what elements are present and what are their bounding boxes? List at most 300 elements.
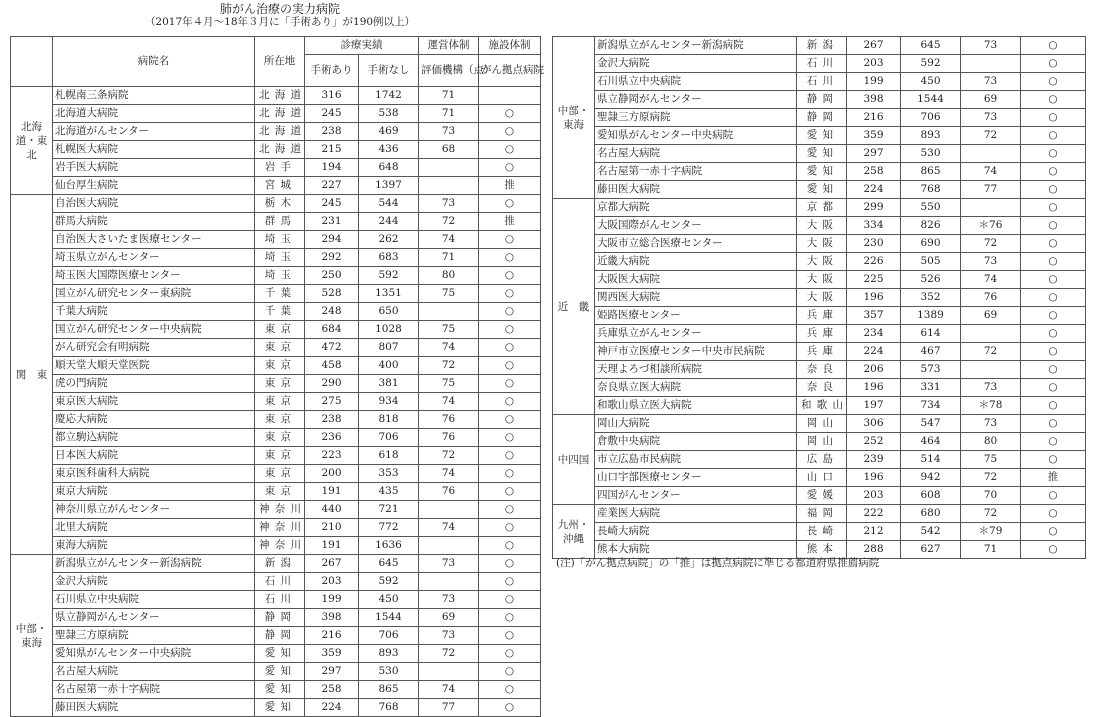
hospital-name: 日本医大病院 xyxy=(53,447,255,465)
no-surgery-count: 1544 xyxy=(901,91,961,109)
base-hospital-mark: ○ xyxy=(1021,397,1086,415)
surgery-count: 197 xyxy=(847,397,901,415)
hospital-name: 慶応大病院 xyxy=(53,411,255,429)
evaluation-score: 69 xyxy=(961,307,1021,325)
surgery-count: 250 xyxy=(305,267,359,285)
no-surgery-count: 592 xyxy=(359,267,419,285)
hospital-name: 埼玉医大国際医療センター xyxy=(53,267,255,285)
surgery-count: 234 xyxy=(847,325,901,343)
hospital-name: 神戸市立医療センター中央市民病院 xyxy=(595,343,797,361)
region-label: 北海道・東北 xyxy=(11,87,53,195)
evaluation-score: 73 xyxy=(419,555,479,573)
hospital-name: 名古屋第一赤十字病院 xyxy=(53,681,255,699)
surgery-count: 306 xyxy=(847,415,901,433)
table-row xyxy=(11,429,541,447)
base-hospital-mark: ○ xyxy=(1021,487,1086,505)
no-surgery-count: 614 xyxy=(901,325,961,343)
base-hospital-mark: ○ xyxy=(1021,325,1086,343)
hospital-location: 東京 xyxy=(255,339,305,357)
surgery-count: 297 xyxy=(305,663,359,681)
no-surgery-count: 505 xyxy=(901,253,961,271)
surgery-count: 316 xyxy=(305,87,359,105)
no-surgery-count: 683 xyxy=(359,249,419,267)
evaluation-score: 71 xyxy=(419,87,479,105)
evaluation-score: 73 xyxy=(961,415,1021,433)
base-hospital-mark: ○ xyxy=(1021,109,1086,127)
surgery-count: 297 xyxy=(847,145,901,163)
no-surgery-count: 400 xyxy=(359,357,419,375)
table-row xyxy=(553,163,1086,181)
hospital-location: 新潟 xyxy=(255,555,305,573)
hospital-name: 市立広島市民病院 xyxy=(595,451,797,469)
surgery-header: 手術あり xyxy=(305,55,359,87)
hospital-location: 岡山 xyxy=(797,415,847,433)
no-surgery-count: 450 xyxy=(359,591,419,609)
region-label: 中部・東海 xyxy=(553,37,595,199)
surgery-count: 196 xyxy=(847,469,901,487)
evaluation-score xyxy=(419,501,479,519)
page-subtitle: （2017年４月〜18年３月に「手術あり」が190例以上） xyxy=(144,16,416,28)
surgery-count: 203 xyxy=(847,487,901,505)
surgery-count: 245 xyxy=(305,105,359,123)
no-surgery-count: 450 xyxy=(901,73,961,91)
hospital-name: 仙台厚生病院 xyxy=(53,177,255,195)
hospital-name: 関西医大病院 xyxy=(595,289,797,307)
hospital-name: 石川県立中央病院 xyxy=(595,73,797,91)
surgery-count: 210 xyxy=(305,519,359,537)
table-row xyxy=(11,231,541,249)
hospital-name: 神奈川県立がんセンター xyxy=(53,501,255,519)
table-row xyxy=(11,177,541,195)
no-surgery-count: 768 xyxy=(901,181,961,199)
no-surgery-count: 244 xyxy=(359,213,419,231)
table-row xyxy=(553,361,1086,379)
base-hospital-mark: ○ xyxy=(479,249,541,267)
table-row xyxy=(11,465,541,483)
hospital-location: 静岡 xyxy=(255,627,305,645)
hospital-name: 金沢大病院 xyxy=(595,55,797,73)
surgery-count: 299 xyxy=(847,199,901,217)
table-row xyxy=(553,325,1086,343)
hospital-name: 県立静岡がんセンター xyxy=(53,609,255,627)
hospital-location: 愛知 xyxy=(797,127,847,145)
region-header xyxy=(11,37,53,87)
table-row xyxy=(11,195,541,213)
base-hospital-mark: ○ xyxy=(479,591,541,609)
evaluation-score: 73 xyxy=(961,253,1021,271)
hospital-location: 大阪 xyxy=(797,253,847,271)
surgery-count: 200 xyxy=(305,465,359,483)
base-hospital-mark: ○ xyxy=(479,645,541,663)
evaluation-score xyxy=(419,573,479,591)
hospital-location: 北海道 xyxy=(255,123,305,141)
no-surgery-count: 550 xyxy=(901,199,961,217)
hospital-name: 天理よろづ相談所病院 xyxy=(595,361,797,379)
hospital-location: 千葉 xyxy=(255,303,305,321)
table-row xyxy=(11,627,541,645)
evaluation-score xyxy=(961,199,1021,217)
evaluation-score: 73 xyxy=(961,37,1021,55)
hospital-name: 埼玉県立がんセンター xyxy=(53,249,255,267)
hospital-name: 和歌山県立医大病院 xyxy=(595,397,797,415)
evaluation-score: ＊76 xyxy=(961,217,1021,235)
surgery-count: 199 xyxy=(305,591,359,609)
surgery-count: 267 xyxy=(305,555,359,573)
base-hospital-mark: ○ xyxy=(479,555,541,573)
surgery-count: 398 xyxy=(847,91,901,109)
hospital-name: 北海道がんセンター xyxy=(53,123,255,141)
evaluation-score: 74 xyxy=(419,681,479,699)
base-hospital-mark: ○ xyxy=(479,159,541,177)
surgery-count: 203 xyxy=(847,55,901,73)
evaluation-score xyxy=(961,325,1021,343)
hospital-name: 大阪国際がんセンター xyxy=(595,217,797,235)
evaluation-score: 76 xyxy=(419,429,479,447)
hospital-name: 自治医大さいたま医療センター xyxy=(53,231,255,249)
hospital-name: 県立静岡がんセンター xyxy=(595,91,797,109)
table-row xyxy=(553,289,1086,307)
table-row xyxy=(553,451,1086,469)
surgery-count: 239 xyxy=(847,451,901,469)
base-hospital-mark: ○ xyxy=(1021,379,1086,397)
hospital-location: 広島 xyxy=(797,451,847,469)
no-surgery-count: 893 xyxy=(901,127,961,145)
evaluation-score: 72 xyxy=(961,505,1021,523)
evaluation-score: 74 xyxy=(419,465,479,483)
evaluation-score: 73 xyxy=(961,109,1021,127)
base-hospital-mark: ○ xyxy=(1021,361,1086,379)
hospital-location: 群馬 xyxy=(255,213,305,231)
table-row xyxy=(553,199,1086,217)
table-row xyxy=(553,181,1086,199)
base-hospital-mark: ○ xyxy=(479,663,541,681)
hospital-location: 大阪 xyxy=(797,289,847,307)
surgery-count: 231 xyxy=(305,213,359,231)
evaluation-score xyxy=(961,145,1021,163)
surgery-count: 216 xyxy=(847,109,901,127)
surgery-count: 288 xyxy=(847,541,901,559)
hospital-location: 大阪 xyxy=(797,271,847,289)
no-surgery-count: 436 xyxy=(359,141,419,159)
no-surgery-count: 547 xyxy=(901,415,961,433)
base-hospital-mark: ○ xyxy=(1021,145,1086,163)
no-surgery-count: 706 xyxy=(359,429,419,447)
evaluation-score: 74 xyxy=(961,271,1021,289)
evaluation-score: 77 xyxy=(419,699,479,717)
no-surgery-count: 1389 xyxy=(901,307,961,325)
hospital-location: 東京 xyxy=(255,429,305,447)
base-hospital-mark: 推 xyxy=(479,213,541,231)
surgery-count: 252 xyxy=(847,433,901,451)
surgery-count: 227 xyxy=(305,177,359,195)
evaluation-score xyxy=(419,537,479,555)
hospital-location: 愛媛 xyxy=(797,487,847,505)
no-surgery-count: 1636 xyxy=(359,537,419,555)
no-surgery-count: 648 xyxy=(359,159,419,177)
no-surgery-count: 772 xyxy=(359,519,419,537)
table-row xyxy=(553,217,1086,235)
hospital-location: 東京 xyxy=(255,483,305,501)
evaluation-score xyxy=(419,663,479,681)
region-label: 近 畿 xyxy=(553,199,595,415)
evaluation-score: 74 xyxy=(419,231,479,249)
no-surgery-count: 526 xyxy=(901,271,961,289)
evaluation-score: 75 xyxy=(419,321,479,339)
base-hospital-mark: ○ xyxy=(479,447,541,465)
surgery-count: 357 xyxy=(847,307,901,325)
no-surgery-count: 1742 xyxy=(359,87,419,105)
table-row xyxy=(11,483,541,501)
hospital-name: 北里大病院 xyxy=(53,519,255,537)
no-surgery-count: 530 xyxy=(359,663,419,681)
base-hospital-mark: 推 xyxy=(479,177,541,195)
evaluation-score: 77 xyxy=(961,181,1021,199)
base-hospital-mark: ○ xyxy=(1021,163,1086,181)
surgery-count: 684 xyxy=(305,321,359,339)
base-hospital-mark: ○ xyxy=(1021,307,1086,325)
surgery-count: 528 xyxy=(305,285,359,303)
hospital-header: 病院名 xyxy=(53,37,255,87)
no-surgery-count: 680 xyxy=(901,505,961,523)
facility-group-header: 施設体制 xyxy=(479,37,541,55)
table-row xyxy=(553,127,1086,145)
hospital-name: 京都大病院 xyxy=(595,199,797,217)
surgery-count: 294 xyxy=(305,231,359,249)
evaluation-score: 70 xyxy=(961,487,1021,505)
surgery-count: 245 xyxy=(305,195,359,213)
base-hospital-mark: ○ xyxy=(1021,523,1086,541)
base-hospital-mark: ○ xyxy=(1021,127,1086,145)
right-hospital-table xyxy=(552,36,1086,559)
table-row xyxy=(553,91,1086,109)
base-hospital-mark: ○ xyxy=(1021,91,1086,109)
no-surgery-count: 865 xyxy=(359,681,419,699)
table-row xyxy=(553,109,1086,127)
base-hospital-mark: ○ xyxy=(1021,73,1086,91)
hospital-name: 東京医大病院 xyxy=(53,393,255,411)
evaluation-score: 76 xyxy=(419,483,479,501)
no-surgery-count: 542 xyxy=(901,523,961,541)
evaluation-score: 72 xyxy=(419,447,479,465)
hospital-location: 北海道 xyxy=(255,105,305,123)
hospital-name: 熊本大病院 xyxy=(595,541,797,559)
base-hospital-mark: ○ xyxy=(1021,37,1086,55)
hospital-location: 京都 xyxy=(797,199,847,217)
surgery-count: 224 xyxy=(305,699,359,717)
base-hospital-mark: ○ xyxy=(479,393,541,411)
table-row xyxy=(11,357,541,375)
base-hospital-mark: ○ xyxy=(479,303,541,321)
region-label: 中部・東海 xyxy=(11,555,53,717)
no-surgery-count: 706 xyxy=(359,627,419,645)
hospital-name: 虎の門病院 xyxy=(53,375,255,393)
hospital-name: 金沢大病院 xyxy=(53,573,255,591)
table-row xyxy=(553,505,1086,523)
hospital-location: 愛知 xyxy=(255,663,305,681)
hospital-name: 長崎大病院 xyxy=(595,523,797,541)
table-row xyxy=(553,379,1086,397)
hospital-location: 愛知 xyxy=(797,163,847,181)
page-title: 肺がん治療の実力病院 xyxy=(219,2,340,16)
base-hospital-mark: ○ xyxy=(479,357,541,375)
base-hospital-mark: ○ xyxy=(479,321,541,339)
table-row xyxy=(11,609,541,627)
hospital-name: 産業医大病院 xyxy=(595,505,797,523)
no-surgery-count: 807 xyxy=(359,339,419,357)
table-row xyxy=(553,433,1086,451)
base-hospital-mark: ○ xyxy=(479,141,541,159)
base-hospital-mark: ○ xyxy=(479,681,541,699)
location-header: 所在地 xyxy=(255,37,305,87)
footnote: (注)「がん拠点病院」の「推」は拠点病院に準じる都道府県推薦病院 xyxy=(556,557,880,569)
evaluation-score: ＊78 xyxy=(961,397,1021,415)
surgery-count: 196 xyxy=(847,289,901,307)
base-hospital-mark: ○ xyxy=(1021,271,1086,289)
table-row xyxy=(11,411,541,429)
hospital-name: 順天堂大順天堂医院 xyxy=(53,357,255,375)
base-hospital-mark: ○ xyxy=(1021,181,1086,199)
hospital-name: 東京大病院 xyxy=(53,483,255,501)
hospital-location: 兵庫 xyxy=(797,325,847,343)
evaluation-score: 80 xyxy=(961,433,1021,451)
table-row xyxy=(11,393,541,411)
hospital-name: 国立がん研究センター東病院 xyxy=(53,285,255,303)
base-hospital-mark: ○ xyxy=(479,375,541,393)
surgery-count: 334 xyxy=(847,217,901,235)
hospital-location: 愛知 xyxy=(255,645,305,663)
surgery-count: 191 xyxy=(305,483,359,501)
table-row xyxy=(553,523,1086,541)
surgery-count: 238 xyxy=(305,123,359,141)
evaluation-score: 68 xyxy=(419,141,479,159)
left-table-body xyxy=(11,87,541,717)
surgery-count: 458 xyxy=(305,357,359,375)
surgery-count: 225 xyxy=(847,271,901,289)
hospital-name: 岡山大病院 xyxy=(595,415,797,433)
base-hospital-mark: ○ xyxy=(479,105,541,123)
surgery-count: 440 xyxy=(305,501,359,519)
hospital-location: 奈良 xyxy=(797,361,847,379)
evaluation-score: 72 xyxy=(419,645,479,663)
evaluation-score: 74 xyxy=(419,519,479,537)
no-surgery-count: 467 xyxy=(901,343,961,361)
hospital-name: 東海大病院 xyxy=(53,537,255,555)
table-row xyxy=(553,73,1086,91)
base-hospital-mark: ○ xyxy=(1021,415,1086,433)
evaluation-score: 72 xyxy=(419,357,479,375)
surgery-count: 226 xyxy=(847,253,901,271)
evaluation-score: 75 xyxy=(419,285,479,303)
table-row xyxy=(11,663,541,681)
surgery-count: 203 xyxy=(305,573,359,591)
evaluation-score: 74 xyxy=(961,163,1021,181)
hospital-location: 北海道 xyxy=(255,87,305,105)
base-hospital-mark: ○ xyxy=(1021,253,1086,271)
surgery-count: 398 xyxy=(305,609,359,627)
no-surgery-count: 818 xyxy=(359,411,419,429)
right-table-body xyxy=(553,37,1086,559)
no-surgery-count: 1397 xyxy=(359,177,419,195)
evaluation-score: 73 xyxy=(419,195,479,213)
hospital-name: 聖隷三方原病院 xyxy=(53,627,255,645)
surgery-count: 206 xyxy=(847,361,901,379)
no-surgery-count: 544 xyxy=(359,195,419,213)
base-hospital-mark: ○ xyxy=(479,573,541,591)
hospital-location: 埼玉 xyxy=(255,249,305,267)
no-surgery-header: 手術なし xyxy=(359,55,419,87)
base-hospital-mark: ○ xyxy=(1021,451,1086,469)
table-row xyxy=(553,487,1086,505)
operation-group-header: 運営体制 xyxy=(419,37,479,55)
hospital-location: 栃木 xyxy=(255,195,305,213)
hospital-name: 奈良県立医大病院 xyxy=(595,379,797,397)
hospital-name: 名古屋第一赤十字病院 xyxy=(595,163,797,181)
base-hospital-mark xyxy=(479,87,541,105)
hospital-name: 聖隷三方原病院 xyxy=(595,109,797,127)
evaluation-score: 73 xyxy=(419,123,479,141)
no-surgery-count: 645 xyxy=(359,555,419,573)
no-surgery-count: 592 xyxy=(901,55,961,73)
no-surgery-count: 592 xyxy=(359,573,419,591)
evaluation-score: 76 xyxy=(961,289,1021,307)
hospital-location: 愛知 xyxy=(255,681,305,699)
hospital-name: 山口宇部医療センター xyxy=(595,469,797,487)
table-row xyxy=(11,105,541,123)
region-label: 中四国 xyxy=(553,415,595,505)
hospital-name: 都立駒込病院 xyxy=(53,429,255,447)
evaluation-score: ＊79 xyxy=(961,523,1021,541)
evaluation-score: 72 xyxy=(961,235,1021,253)
hospital-location: 神奈川 xyxy=(255,519,305,537)
hospital-name: 東京医科歯科大病院 xyxy=(53,465,255,483)
table-row xyxy=(11,645,541,663)
base-hospital-mark: ○ xyxy=(1021,541,1086,559)
no-surgery-count: 538 xyxy=(359,105,419,123)
evaluation-score xyxy=(961,361,1021,379)
no-surgery-count: 721 xyxy=(359,501,419,519)
hospital-name: 藤田医大病院 xyxy=(53,699,255,717)
hospital-name: 札幌医大病院 xyxy=(53,141,255,159)
table-row xyxy=(11,303,541,321)
hospital-location: 福岡 xyxy=(797,505,847,523)
surgery-count: 359 xyxy=(305,645,359,663)
evaluation-score: 80 xyxy=(419,267,479,285)
base-hospital-mark: ○ xyxy=(479,429,541,447)
base-hospital-mark: ○ xyxy=(1021,217,1086,235)
table-row xyxy=(11,249,541,267)
table-row xyxy=(553,469,1086,487)
base-hospital-header: がん拠点病院 xyxy=(479,55,541,87)
no-surgery-count: 942 xyxy=(901,469,961,487)
hospital-location: 兵庫 xyxy=(797,343,847,361)
no-surgery-count: 618 xyxy=(359,447,419,465)
base-hospital-mark: ○ xyxy=(1021,55,1086,73)
hospital-location: 山口 xyxy=(797,469,847,487)
hospital-location: 神奈川 xyxy=(255,501,305,519)
hospital-location: 埼玉 xyxy=(255,231,305,249)
table-row xyxy=(11,447,541,465)
evaluation-score: 75 xyxy=(419,375,479,393)
no-surgery-count: 381 xyxy=(359,375,419,393)
no-surgery-count: 1544 xyxy=(359,609,419,627)
no-surgery-count: 530 xyxy=(901,145,961,163)
hospital-location: 北海道 xyxy=(255,141,305,159)
hospital-location: 東京 xyxy=(255,375,305,393)
hospital-location: 兵庫 xyxy=(797,307,847,325)
hospital-name: 新潟県立がんセンター新潟病院 xyxy=(53,555,255,573)
table-row xyxy=(11,501,541,519)
hospital-name: 四国がんセンター xyxy=(595,487,797,505)
